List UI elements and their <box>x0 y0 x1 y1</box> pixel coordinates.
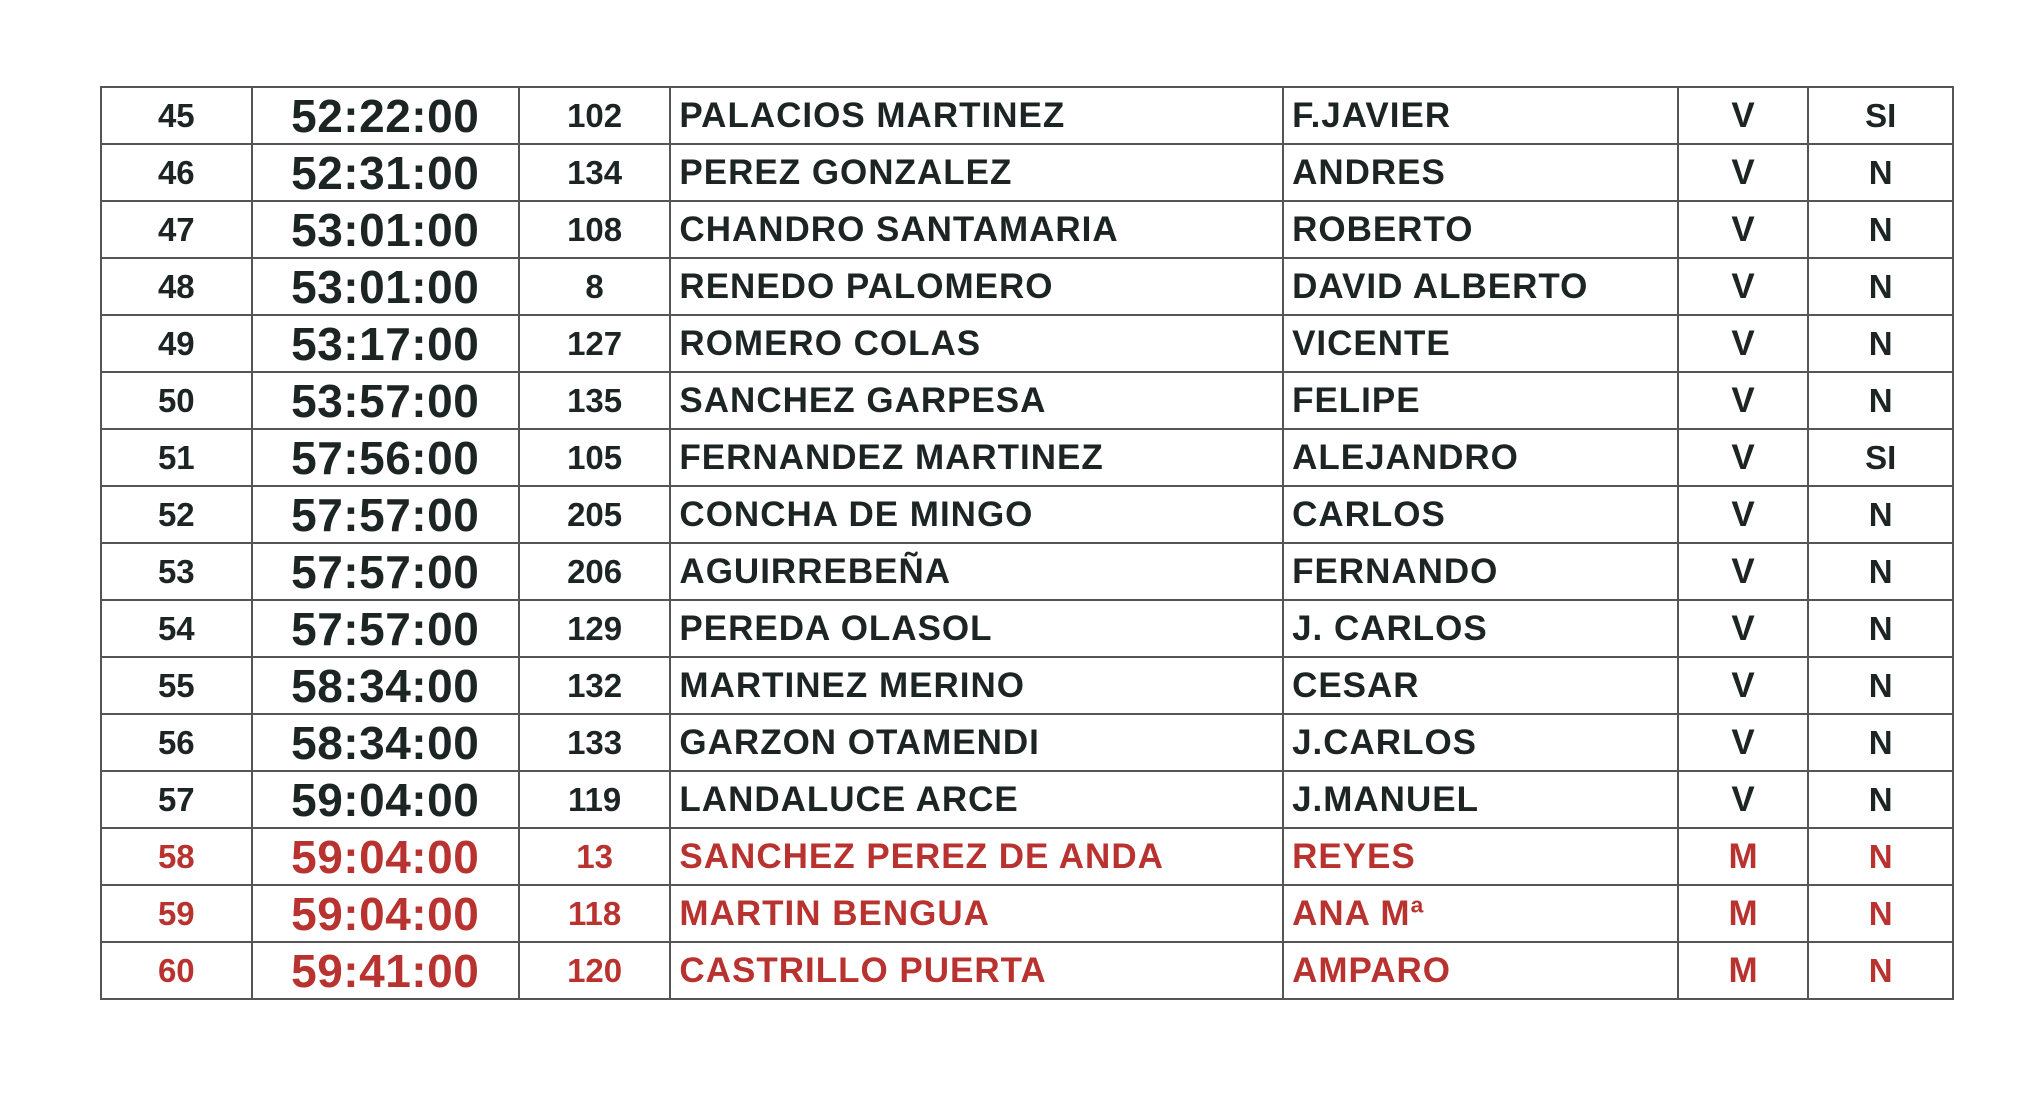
time-cell: 59:04:00 <box>252 771 519 828</box>
first-name-cell: CESAR <box>1283 657 1678 714</box>
position-cell: 55 <box>101 657 252 714</box>
bib-cell: 13 <box>519 828 671 885</box>
category-cell: V <box>1678 258 1809 315</box>
time-cell: 53:17:00 <box>252 315 519 372</box>
table-row <box>101 144 1953 201</box>
position-cell: 50 <box>101 372 252 429</box>
bib-cell: 102 <box>519 87 671 144</box>
table-row <box>101 600 1953 657</box>
category-cell: V <box>1678 771 1809 828</box>
bib-cell: 127 <box>519 315 671 372</box>
time-cell: 52:22:00 <box>252 87 519 144</box>
position-cell: 49 <box>101 315 252 372</box>
first-name-cell: J. CARLOS <box>1283 600 1678 657</box>
category-cell: M <box>1678 885 1809 942</box>
time-cell: 59:41:00 <box>252 942 519 999</box>
first-name-cell: J.CARLOS <box>1283 714 1678 771</box>
time-cell: 53:01:00 <box>252 258 519 315</box>
surname-cell: PEREDA OLASOL <box>670 600 1283 657</box>
time-cell: 59:04:00 <box>252 828 519 885</box>
table-row <box>101 258 1953 315</box>
surname-cell: CONCHA DE MINGO <box>670 486 1283 543</box>
table-row <box>101 201 1953 258</box>
table-row <box>101 543 1953 600</box>
position-cell: 45 <box>101 87 252 144</box>
table-row <box>101 315 1953 372</box>
first-name-cell: F.JAVIER <box>1283 87 1678 144</box>
category-cell: V <box>1678 543 1809 600</box>
surname-cell: SANCHEZ GARPESA <box>670 372 1283 429</box>
first-name-cell: FERNANDO <box>1283 543 1678 600</box>
table-row <box>101 771 1953 828</box>
category-cell: V <box>1678 315 1809 372</box>
flag-cell: N <box>1808 600 1953 657</box>
flag-cell: SI <box>1808 429 1953 486</box>
category-cell: V <box>1678 201 1809 258</box>
bib-cell: 120 <box>519 942 671 999</box>
time-cell: 52:31:00 <box>252 144 519 201</box>
table-row <box>101 486 1953 543</box>
flag-cell: SI <box>1808 87 1953 144</box>
surname-cell: PEREZ GONZALEZ <box>670 144 1283 201</box>
bib-cell: 133 <box>519 714 671 771</box>
category-cell: M <box>1678 942 1809 999</box>
flag-cell: N <box>1808 315 1953 372</box>
first-name-cell: DAVID ALBERTO <box>1283 258 1678 315</box>
category-cell: V <box>1678 600 1809 657</box>
position-cell: 54 <box>101 600 252 657</box>
table-row <box>101 429 1953 486</box>
flag-cell: N <box>1808 828 1953 885</box>
category-cell: V <box>1678 144 1809 201</box>
results-body <box>101 87 1953 999</box>
category-cell: V <box>1678 429 1809 486</box>
surname-cell: RENEDO PALOMERO <box>670 258 1283 315</box>
first-name-cell: J.MANUEL <box>1283 771 1678 828</box>
position-cell: 51 <box>101 429 252 486</box>
bib-cell: 205 <box>519 486 671 543</box>
table-row <box>101 828 1953 885</box>
flag-cell: N <box>1808 144 1953 201</box>
surname-cell: MARTINEZ MERINO <box>670 657 1283 714</box>
table-row <box>101 372 1953 429</box>
surname-cell: ROMERO COLAS <box>670 315 1283 372</box>
first-name-cell: ROBERTO <box>1283 201 1678 258</box>
category-cell: V <box>1678 87 1809 144</box>
table-row <box>101 714 1953 771</box>
bib-cell: 119 <box>519 771 671 828</box>
position-cell: 59 <box>101 885 252 942</box>
surname-cell: CHANDRO SANTAMARIA <box>670 201 1283 258</box>
category-cell: V <box>1678 714 1809 771</box>
category-cell: M <box>1678 828 1809 885</box>
time-cell: 53:01:00 <box>252 201 519 258</box>
position-cell: 48 <box>101 258 252 315</box>
first-name-cell: ALEJANDRO <box>1283 429 1678 486</box>
surname-cell: AGUIRREBEÑA <box>670 543 1283 600</box>
position-cell: 60 <box>101 942 252 999</box>
flag-cell: N <box>1808 885 1953 942</box>
first-name-cell: ANA Mª <box>1283 885 1678 942</box>
surname-cell: FERNANDEZ MARTINEZ <box>670 429 1283 486</box>
flag-cell: N <box>1808 942 1953 999</box>
position-cell: 52 <box>101 486 252 543</box>
category-cell: V <box>1678 486 1809 543</box>
surname-cell: MARTIN BENGUA <box>670 885 1283 942</box>
time-cell: 58:34:00 <box>252 657 519 714</box>
time-cell: 59:04:00 <box>252 885 519 942</box>
position-cell: 53 <box>101 543 252 600</box>
table-row <box>101 657 1953 714</box>
flag-cell: N <box>1808 543 1953 600</box>
bib-cell: 134 <box>519 144 671 201</box>
time-cell: 58:34:00 <box>252 714 519 771</box>
position-cell: 56 <box>101 714 252 771</box>
time-cell: 53:57:00 <box>252 372 519 429</box>
position-cell: 46 <box>101 144 252 201</box>
surname-cell: GARZON OTAMENDI <box>670 714 1283 771</box>
table-row <box>101 87 1953 144</box>
first-name-cell: ANDRES <box>1283 144 1678 201</box>
flag-cell: N <box>1808 372 1953 429</box>
results-table <box>100 86 1954 1000</box>
category-cell: V <box>1678 657 1809 714</box>
flag-cell: N <box>1808 486 1953 543</box>
first-name-cell: REYES <box>1283 828 1678 885</box>
bib-cell: 132 <box>519 657 671 714</box>
time-cell: 57:57:00 <box>252 543 519 600</box>
flag-cell: N <box>1808 714 1953 771</box>
time-cell: 57:56:00 <box>252 429 519 486</box>
time-cell: 57:57:00 <box>252 486 519 543</box>
bib-cell: 105 <box>519 429 671 486</box>
bib-cell: 118 <box>519 885 671 942</box>
flag-cell: N <box>1808 657 1953 714</box>
table-row <box>101 885 1953 942</box>
bib-cell: 206 <box>519 543 671 600</box>
first-name-cell: CARLOS <box>1283 486 1678 543</box>
time-cell: 57:57:00 <box>252 600 519 657</box>
flag-cell: N <box>1808 258 1953 315</box>
surname-cell: LANDALUCE ARCE <box>670 771 1283 828</box>
table-row <box>101 942 1953 999</box>
first-name-cell: VICENTE <box>1283 315 1678 372</box>
surname-cell: PALACIOS MARTINEZ <box>670 87 1283 144</box>
position-cell: 57 <box>101 771 252 828</box>
first-name-cell: AMPARO <box>1283 942 1678 999</box>
surname-cell: SANCHEZ PEREZ DE ANDA <box>670 828 1283 885</box>
position-cell: 58 <box>101 828 252 885</box>
category-cell: V <box>1678 372 1809 429</box>
bib-cell: 108 <box>519 201 671 258</box>
flag-cell: N <box>1808 201 1953 258</box>
bib-cell: 8 <box>519 258 671 315</box>
first-name-cell: FELIPE <box>1283 372 1678 429</box>
flag-cell: N <box>1808 771 1953 828</box>
bib-cell: 129 <box>519 600 671 657</box>
position-cell: 47 <box>101 201 252 258</box>
surname-cell: CASTRILLO PUERTA <box>670 942 1283 999</box>
bib-cell: 135 <box>519 372 671 429</box>
